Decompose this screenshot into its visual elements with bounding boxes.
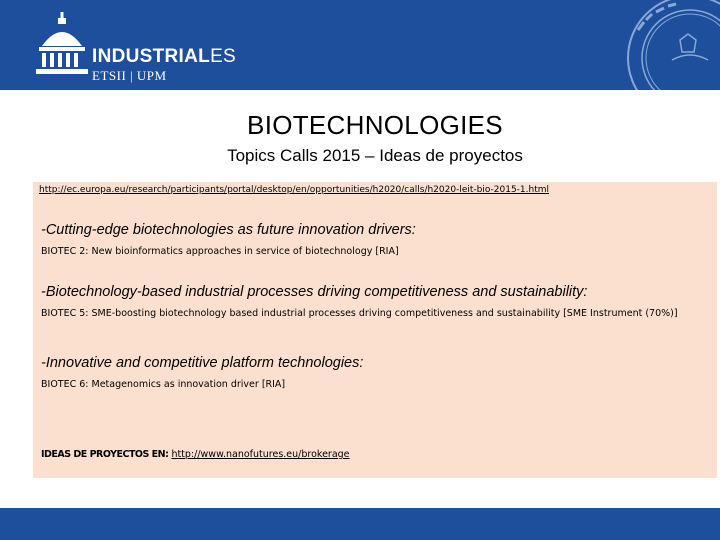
slide-subtitle: Topics Calls 2015 – Ideas de proyectos xyxy=(227,146,523,165)
section-item-1: BIOTEC 2: New bioinformatics approaches in service of biotechnology [RIA] xyxy=(41,246,399,257)
university-seal-icon xyxy=(618,0,720,90)
content-box xyxy=(33,182,717,478)
brokerage-link[interactable]: http://www.nanofutures.eu/brokerage xyxy=(171,449,350,460)
footer-bar xyxy=(0,508,720,540)
section-heading-3: -Innovative and competitive platform technologies: xyxy=(41,355,364,371)
ideas-label: IDEAS DE PROYECTOS EN: xyxy=(41,449,169,460)
dome-building-icon xyxy=(36,12,88,78)
logo-text: INDUSTRIALES xyxy=(92,46,237,67)
header-bar xyxy=(0,0,720,90)
call-url-link[interactable]: http://ec.europa.eu/research/participants/portal/desktop/en/opportunities/h2020/calls/h2020-leit-bio-2015-1.html xyxy=(39,185,550,195)
section-item-2: BIOTEC 5: SME-boosting biotechnology based industrial processes driving competitiveness and sustainability [SME Instrument (70%)] xyxy=(41,308,678,319)
ideas-line xyxy=(41,449,350,460)
logo-subtext: ETSII | UPM xyxy=(92,68,167,83)
section-heading-2: -Biotechnology-based industrial processes driving competitiveness and sustainability: xyxy=(41,284,588,300)
section-heading-1: -Cutting-edge biotechnologies as future innovation drivers: xyxy=(41,222,416,238)
slide-title: BIOTECHNOLOGIES xyxy=(247,110,503,140)
section-item-3: BIOTEC 6: Metagenomics as innovation driver [RIA] xyxy=(41,379,286,390)
